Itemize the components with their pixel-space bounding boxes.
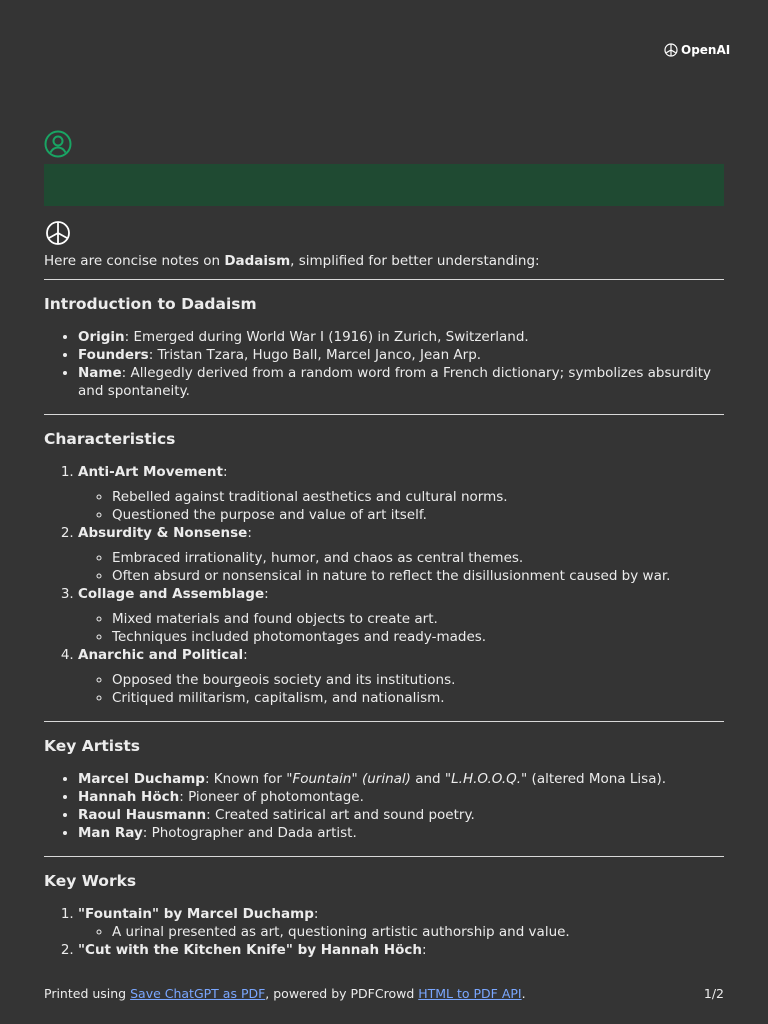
sub-item: ◦ Embraced irrationality, humor, and chaos as central themes.: [112, 549, 724, 567]
intro-prefix: Here are concise notes on: [44, 253, 225, 269]
html-to-pdf-link[interactable]: HTML to PDF API: [418, 986, 522, 1001]
artists-list: [44, 770, 724, 842]
item-colon: :: [421, 942, 427, 958]
sub-list: [78, 610, 724, 646]
footer-credit: [44, 985, 526, 1003]
item-text: : Tristan Tzara, Hugo Ball, Marcel Janco, Jean Arp.: [148, 347, 482, 363]
item-term: Origin: [78, 329, 125, 345]
item-colon: :: [264, 586, 269, 602]
list-item: [78, 346, 724, 364]
sub-item: ◦ Often absurd or nonsensical in nature to reflect the disillusionment caused by war.: [112, 567, 724, 585]
sub-list: [78, 488, 724, 524]
intro-suffix: , simplified for better understanding:: [290, 253, 540, 269]
item-colon: :: [222, 464, 228, 480]
openai-logo: [663, 41, 730, 59]
sub-item: ◦ Rebelled against traditional aesthetics and cultural norms.: [112, 488, 724, 506]
item-text: : Allegedly derived from a random word from a French dictionary; symbolizes absurdity and spontaneity.: [78, 365, 711, 399]
item-text: : Photographer and Dada artist.: [142, 825, 357, 841]
item-text: and: [410, 771, 445, 787]
divider: [44, 856, 724, 857]
item-colon: :: [247, 525, 252, 541]
list-item: [78, 328, 724, 346]
footer-text: , powered by PDFCrowd: [265, 986, 419, 1001]
list-item: [78, 463, 724, 524]
work-title: "L.H.O.O.Q.": [444, 771, 528, 787]
list-item: [78, 364, 724, 400]
divider: [44, 414, 724, 415]
list-item: [78, 524, 724, 585]
intro-paragraph: [44, 252, 724, 270]
openai-knot-icon: [663, 42, 679, 58]
list-item: [78, 788, 724, 806]
sub-list: [78, 923, 724, 941]
item-term: Marcel Duchamp: [78, 771, 205, 787]
list-item: [78, 941, 724, 959]
divider: [44, 721, 724, 722]
item-colon: :: [313, 906, 319, 922]
page-footer: [44, 985, 724, 1003]
footer-text: .: [521, 986, 526, 1001]
sub-item: ◦ Mixed materials and found objects to create art.: [112, 610, 724, 628]
characteristics-list: [44, 463, 724, 707]
logo-text: OpenAI: [681, 43, 731, 57]
item-term: Founders: [78, 347, 149, 363]
sub-list: [78, 671, 724, 707]
item-term: "Fountain" by Marcel Duchamp: [78, 906, 314, 922]
item-text: (altered Mona Lisa).: [527, 771, 667, 787]
item-term: Name: [78, 365, 122, 381]
item-colon: :: [243, 647, 248, 663]
item-term: Anarchic and Political: [78, 647, 244, 663]
page-number: 1/2: [703, 986, 724, 1001]
item-term: Man Ray: [78, 825, 143, 841]
list-item: [78, 770, 724, 788]
item-text: : Known for: [204, 771, 287, 787]
item-text: : Pioneer of photomontage.: [179, 789, 364, 805]
section-heading-introduction: Introduction to Dadaism: [44, 295, 257, 313]
sub-item: ◦ Opposed the bourgeois society and its institutions.: [112, 671, 724, 689]
works-list: [44, 905, 724, 959]
sub-item: ◦ Critiqued militarism, capitalism, and nationalism.: [112, 689, 724, 707]
sub-item: ◦ A urinal presented as art, questioning artistic authorship and value.: [112, 923, 724, 941]
section-heading-works: Key Works: [44, 872, 137, 890]
chatgpt-icon: [44, 219, 72, 247]
sub-item: ◦ Techniques included photomontages and ready-mades.: [112, 628, 724, 646]
response-content: [44, 252, 724, 959]
section-heading-artists: Key Artists: [44, 737, 140, 755]
item-term: Collage and Assemblage: [78, 586, 265, 602]
item-term: Hannah Höch: [78, 789, 180, 805]
list-item: [78, 806, 724, 824]
list-item: [78, 905, 724, 941]
item-term: Raoul Hausmann: [78, 807, 207, 823]
item-term: Absurdity & Nonsense: [78, 525, 248, 541]
list-item: [78, 824, 724, 842]
user-prompt-bar: [44, 164, 724, 206]
item-text: : Created satirical art and sound poetry.: [206, 807, 475, 823]
list-item: [78, 585, 724, 646]
sub-item: ◦ Questioned the purpose and value of art itself.: [112, 506, 724, 524]
footer-text: Printed using: [44, 986, 131, 1001]
list-item: [78, 646, 724, 707]
item-term: "Cut with the Kitchen Knife" by Hannah Höch: [78, 942, 422, 958]
introduction-list: [44, 328, 724, 400]
intro-topic: Dadaism: [224, 253, 291, 269]
divider: [44, 279, 724, 280]
section-heading-characteristics: Characteristics: [44, 430, 176, 448]
item-text: : Emerged during World War I (1916) in Zurich, Switzerland.: [124, 329, 529, 345]
save-chatgpt-link[interactable]: Save ChatGPT as PDF: [130, 986, 266, 1001]
user-avatar-icon: [44, 130, 72, 158]
item-term: Anti-Art Movement: [78, 464, 223, 480]
work-title: "Fountain" (urinal): [286, 771, 411, 787]
sub-list: [78, 549, 724, 585]
